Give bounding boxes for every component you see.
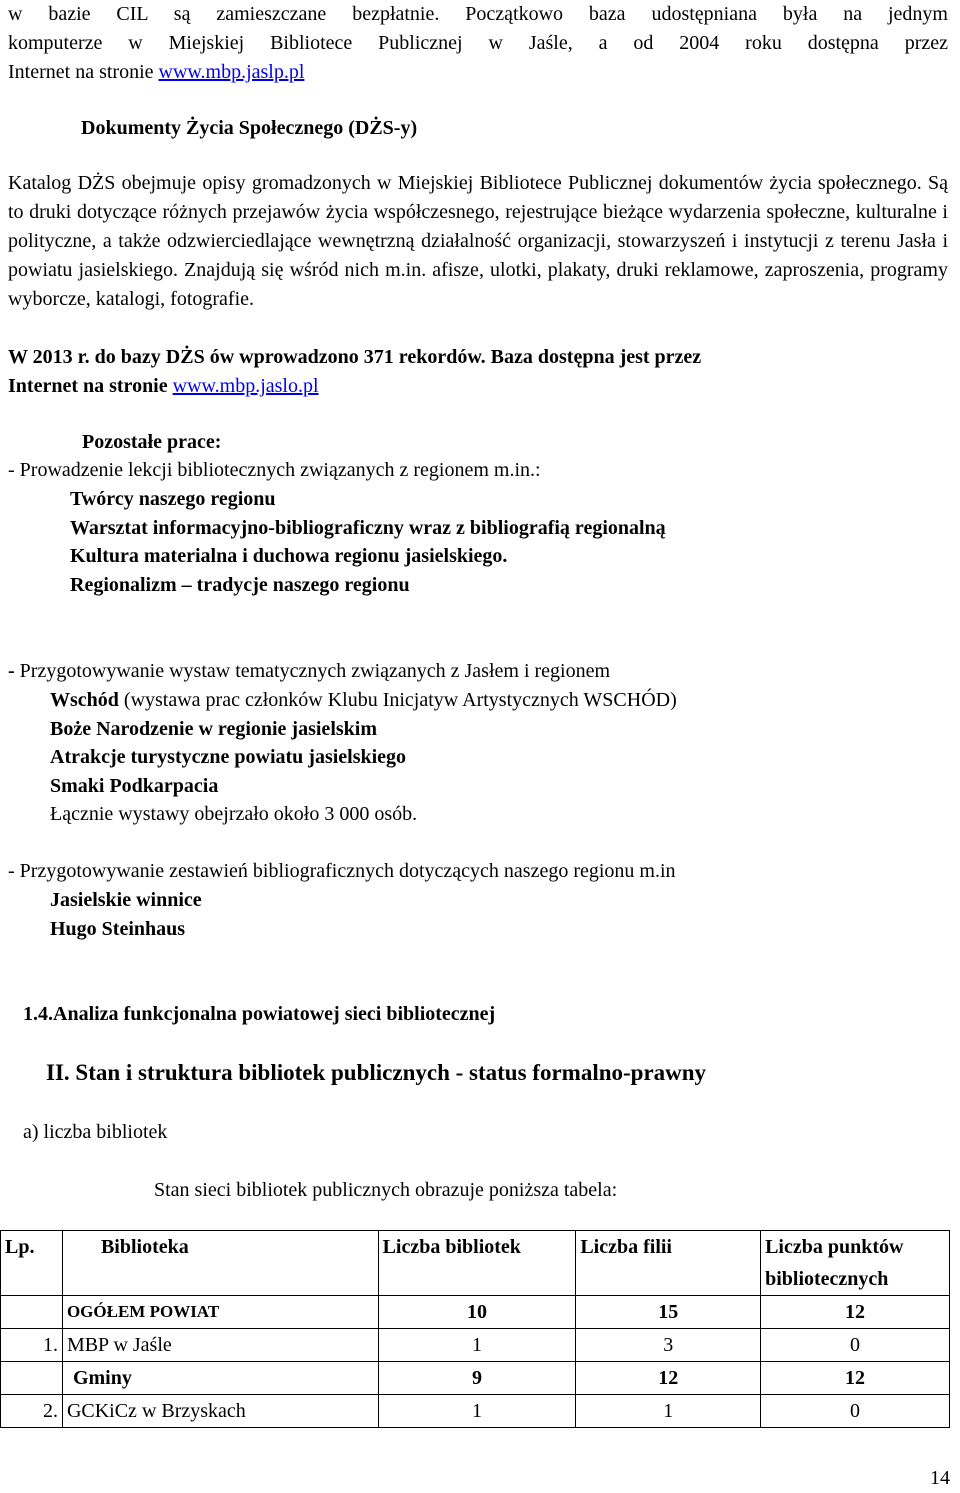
item-a: a) liczba bibliotek (23, 1121, 168, 1143)
dzs-bold-line-1: W 2013 r. do bazy DŻS ów wprowadzono 371 rekordów. Baza dostępna jest przez (8, 346, 702, 368)
cell-branches: 3 (576, 1329, 761, 1362)
cell-name: GCKiCz w Brzyskach (62, 1395, 378, 1428)
header-lp: Lp. (1, 1231, 63, 1296)
lessons-intro: - Prowadzenie lekcji bibliotecznych związanych z regionem m.in.: (8, 459, 541, 481)
cell-lp (1, 1296, 63, 1329)
header-points: Liczba punktów bibliotecznych (761, 1231, 950, 1296)
intro-link[interactable]: www.mbp.jaslp.pl (158, 61, 305, 83)
cell-libs: 1 (378, 1329, 576, 1362)
exhibitions-intro (8, 657, 948, 686)
cell-points: 12 (761, 1362, 950, 1395)
header-library: Biblioteka (62, 1231, 378, 1296)
lesson-item: Twórcy naszego regionu (70, 488, 276, 510)
dzs-paragraph: Katalog DŻS obejmuje opisy gromadzonych w Miejskiej Bibliotece Publicznej dokumentów życia społecznego. Są to druki dotyczące różnych przejawów życia współczesnego, rejestrujące bieżące wydarzenia społeczne, kulturalne i polityczne, a także odzwierciedlające wewnętrzną działalność organizacji, stowarzyszeń i instytucji z terenu Jasła i powiatu jasielskiego. Znajdują się wśród nich m.in. afisze, ulotki, plakaty, druki reklamowe, zaproszenia, programy wyborcze, katalogi, fotografie. (8, 172, 948, 310)
exhibition-item: Boże Narodzenie w regionie jasielskim (50, 718, 377, 740)
exhibition-item: Atrakcje turystyczne powiatu jasielskiego (50, 746, 407, 768)
intro-line-1: w bazie CIL są zamieszczane bezpłatnie. Początkowo baza udostępniana była na jednym (8, 3, 948, 25)
exhibitions-intro-text: Przygotowywanie wystaw tematycznych związanych z Jasłem i regionem (14, 660, 611, 682)
cell-points: 0 (761, 1329, 950, 1362)
table-row (1, 1362, 950, 1395)
table-header-row (1, 1231, 950, 1296)
cell-branches: 1 (576, 1395, 761, 1428)
biblio-intro: - Przygotowywanie zestawień bibliograficznych dotyczących naszego regionu m.in (8, 860, 676, 882)
intro-line-2: komputerze w Miejskiej Bibliotece Publicznej w Jaśle, a od 2004 roku dostępna przez (8, 32, 948, 54)
cell-lp: 1. (1, 1329, 63, 1362)
lesson-item: Warsztat informacyjno-bibliograficzny wraz z bibliografią regionalną (70, 517, 666, 539)
table-caption: Stan sieci bibliotek publicznych obrazuje poniższa tabela: (154, 1179, 618, 1201)
other-heading: Pozostałe prace: (82, 431, 222, 453)
header-branches: Liczba filii (576, 1231, 761, 1296)
dzs-link[interactable]: www.mbp.jaslo.pl (172, 375, 319, 397)
cell-name: Gminy (62, 1362, 378, 1395)
cell-name: OGÓŁEM POWIAT (62, 1296, 378, 1329)
exhibition-first-bold: Wschód (50, 689, 119, 711)
biblio-item: Jasielskie winnice (50, 889, 202, 911)
cell-lp (1, 1362, 63, 1395)
exhibitions-total: Łącznie wystawy obejrzało około 3 000 osób. (50, 803, 418, 825)
cell-points: 0 (761, 1395, 950, 1428)
cell-libs: 10 (378, 1296, 576, 1329)
biblio-item: Hugo Steinhaus (50, 918, 186, 940)
dzs-bold-line-2-text: Internet na stronie (8, 375, 173, 397)
table-row (1, 1395, 950, 1428)
exhibitions-dash: - (8, 660, 15, 682)
exhibition-first-rest: (wystawa prac członków Klubu Inicjatyw Artystycznych WSCHÓD) (118, 689, 677, 711)
section-II-heading: II. Stan i struktura bibliotek publicznych - status formalno-prawny (46, 1060, 707, 1085)
dzs-bold-line-2 (8, 372, 948, 401)
cell-branches: 12 (576, 1362, 761, 1395)
section-1-4-heading: 1.4.Analiza funkcjonalna powiatowej sieci bibliotecznej (23, 1003, 496, 1025)
cell-libs: 9 (378, 1362, 576, 1395)
exhibition-item (8, 686, 960, 715)
cell-lp: 2. (1, 1395, 63, 1428)
table-row (1, 1296, 950, 1329)
table-row (1, 1329, 950, 1362)
intro-line-3-text: Internet na stronie (8, 61, 159, 83)
libraries-table (0, 1230, 950, 1428)
header-libs: Liczba bibliotek (378, 1231, 576, 1296)
lesson-item: Regionalizm – tradycje naszego regionu (70, 574, 410, 596)
lesson-item: Kultura materialna i duchowa regionu jasielskiego. (70, 545, 508, 567)
dzs-heading: Dokumenty Życia Społecznego (DŻS-y) (81, 117, 418, 139)
cell-points: 12 (761, 1296, 950, 1329)
exhibition-item: Smaki Podkarpacia (50, 775, 219, 797)
page-number: 14 (930, 1467, 950, 1489)
cell-libs: 1 (378, 1395, 576, 1428)
cell-name: MBP w Jaśle (62, 1329, 378, 1362)
cell-branches: 15 (576, 1296, 761, 1329)
intro-line-3 (8, 58, 948, 87)
